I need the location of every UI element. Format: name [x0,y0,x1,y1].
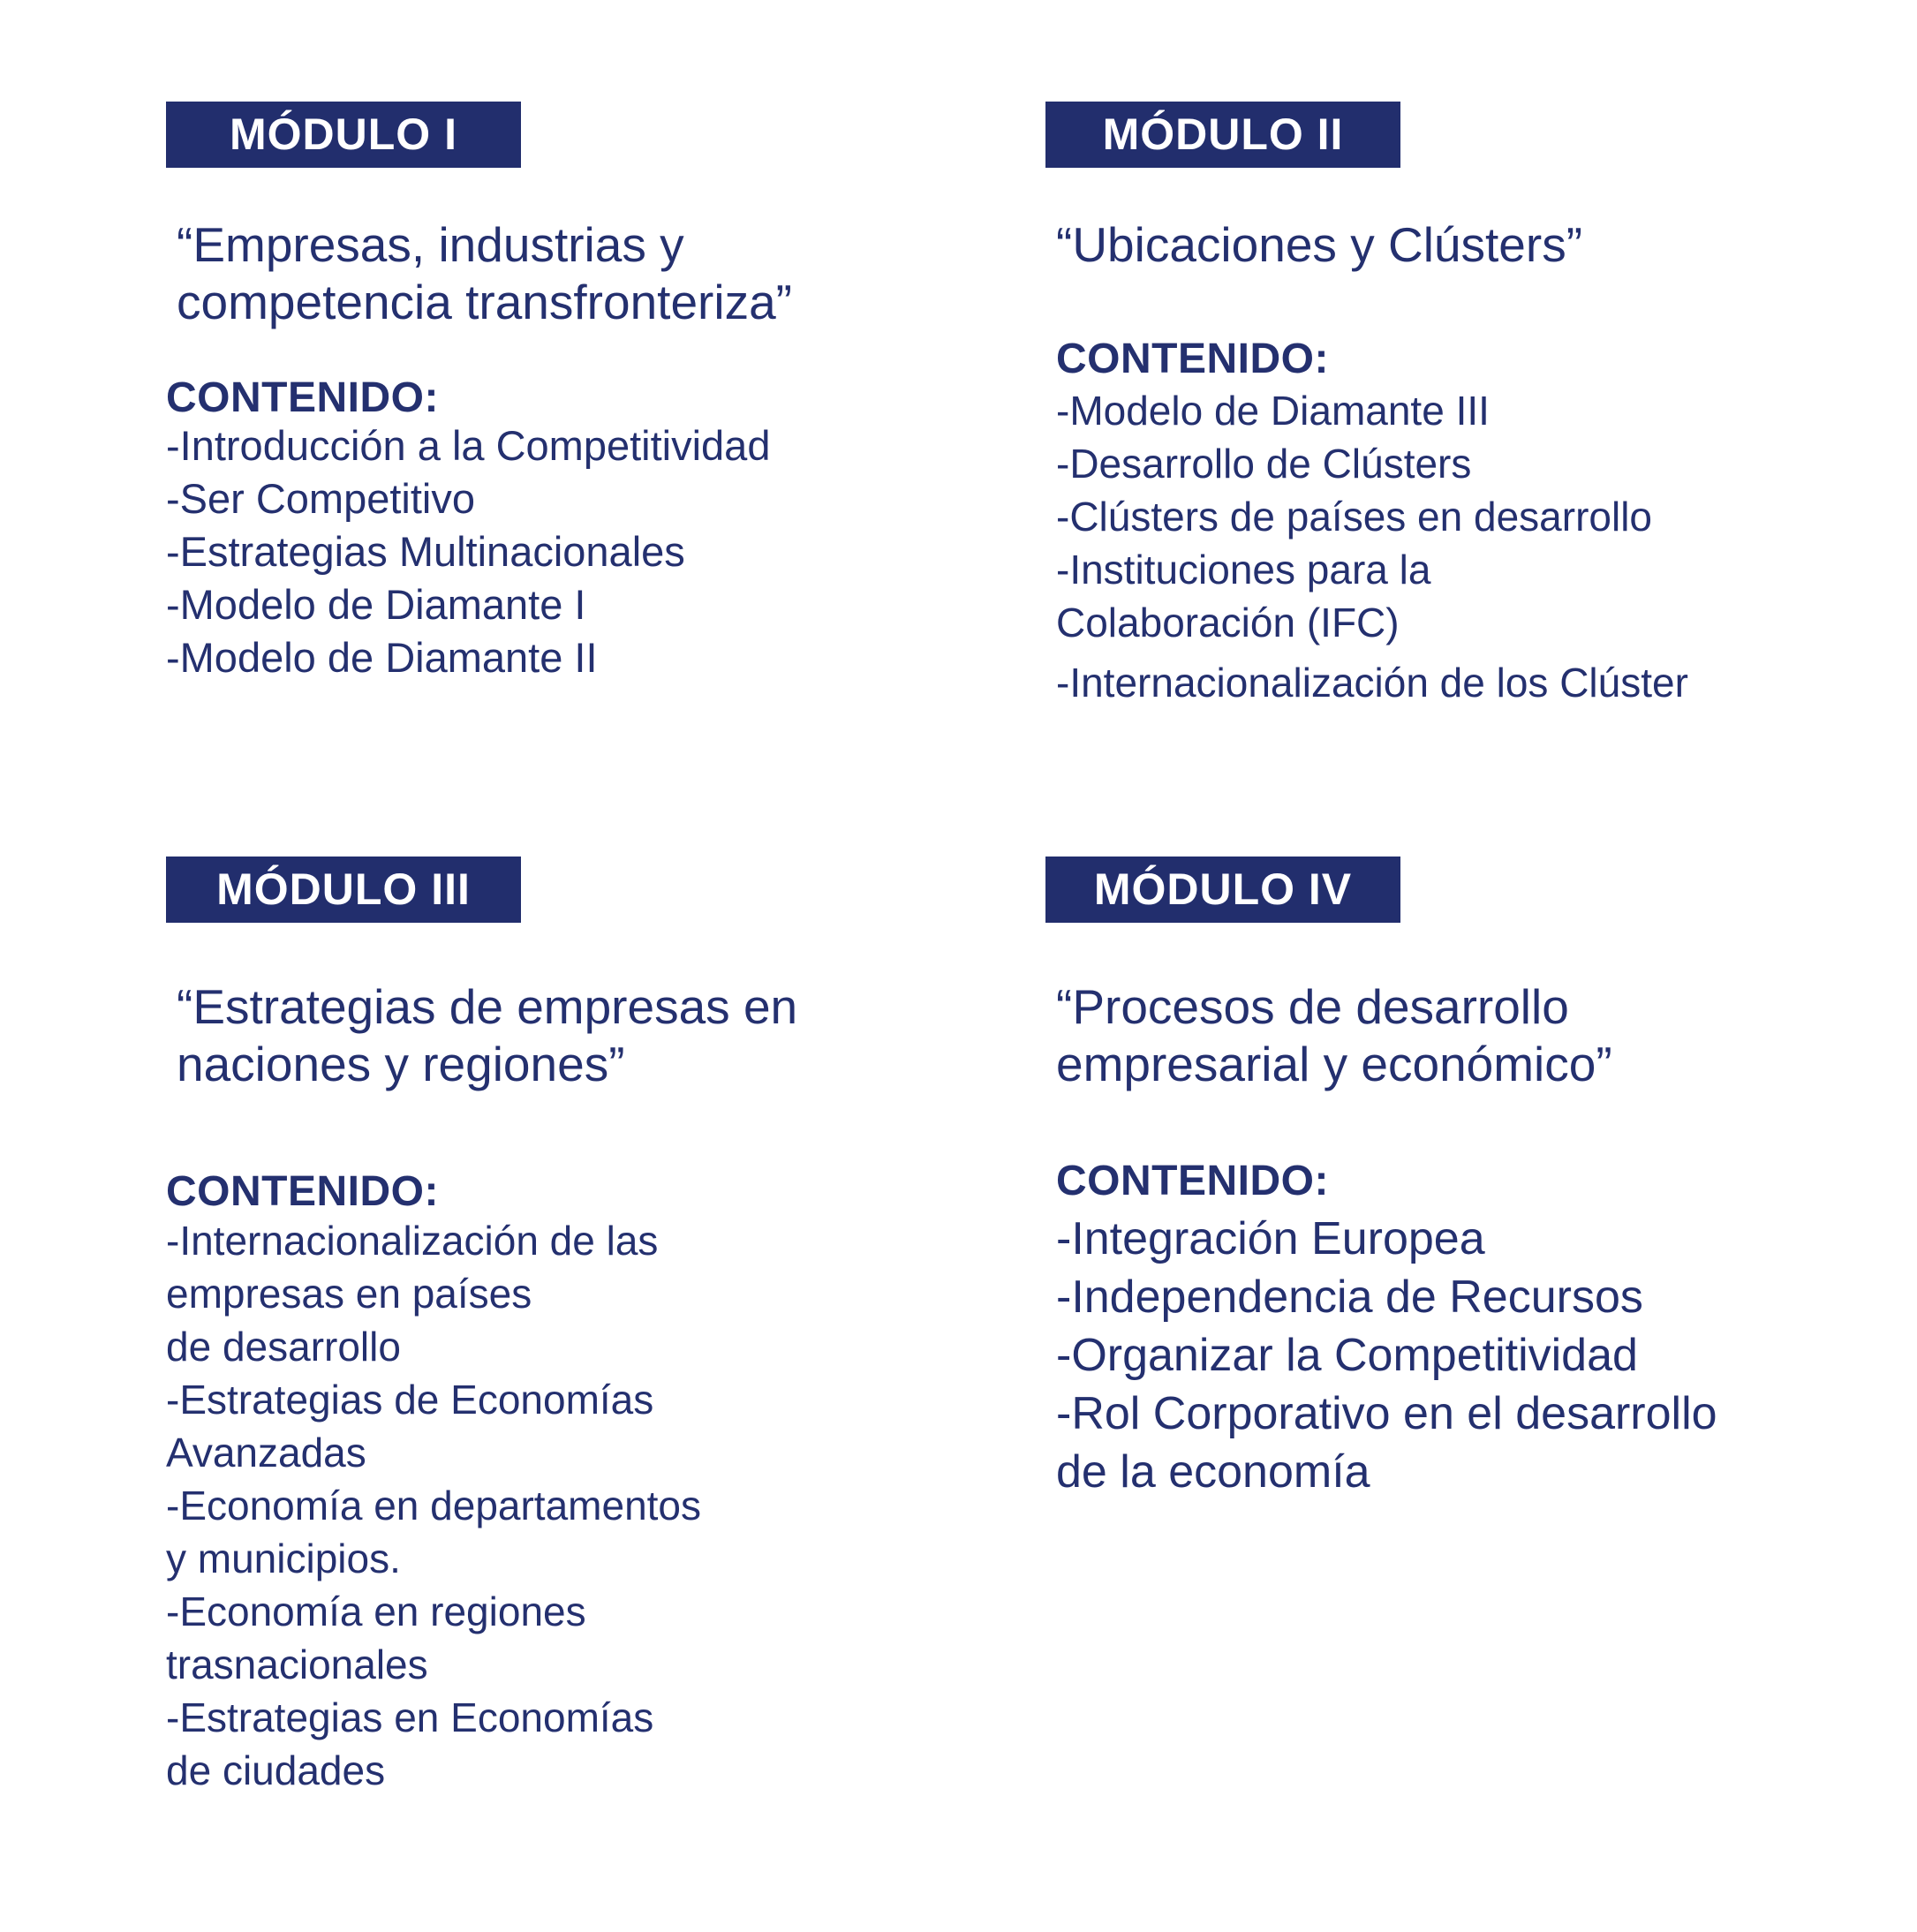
list-item: -Ser Competitivo [166,475,475,522]
content-heading: CONTENIDO: [1056,336,1329,382]
list-item: -Clústers de países en desarrollo [1056,494,1652,540]
list-item: -Internacionalización de los Clúster [1056,660,1688,706]
list-item: -Economía en departamentos y municipios. [166,1483,702,1581]
list-item: -Modelo de Diamante I [166,581,586,628]
module-title: “Procesos de desarrollo empresarial y económico” [1056,979,1612,1091]
module-badge: MÓDULO II [1045,102,1400,168]
content-heading: CONTENIDO: [1056,1158,1329,1204]
content-heading: CONTENIDO: [166,1168,439,1215]
module-title: “Ubicaciones y Clústers” [1056,217,1583,272]
module-badge: MÓDULO IV [1045,857,1400,923]
list-item: -Modelo de Diamante III [1056,388,1490,434]
content-list [166,1214,701,1797]
list-item: -Rol Corporativo en el desarrollo de la economía [1056,1388,1717,1498]
module-title: “Estrategias de empresas en naciones y regiones” [177,979,798,1091]
content-list [1056,384,1688,709]
list-item: -Desarrollo de Clústers [1056,441,1472,487]
list-item: -Internacionalización de las empresas en países de desarrollo [166,1218,659,1370]
list-item: -Economía en regiones trasnacionales [166,1589,586,1687]
list-item: -Estrategias en Economías de ciudades [166,1694,654,1793]
list-item: -Introducción a la Competitividad [166,422,771,469]
list-item: -Modelo de Diamante II [166,634,598,681]
module-badge: MÓDULO III [166,857,521,923]
list-item: -Estrategias Multinacionales [166,528,685,575]
module-title: “Empresas, industrias y competencia transfronteriza” [177,217,792,329]
list-item: -Independencia de Recursos [1056,1272,1643,1323]
module-badge: MÓDULO I [166,102,521,168]
list-item: -Integración Europea [1056,1213,1485,1264]
content-heading: CONTENIDO: [166,374,439,421]
list-item: -Organizar la Competitividad [1056,1330,1638,1381]
content-list [1056,1210,1717,1501]
list-item: -Estrategias de Economías Avanzadas [166,1377,654,1475]
content-list [166,419,770,684]
list-item: -Instituciones para la Colaboración (IFC) [1056,547,1431,645]
